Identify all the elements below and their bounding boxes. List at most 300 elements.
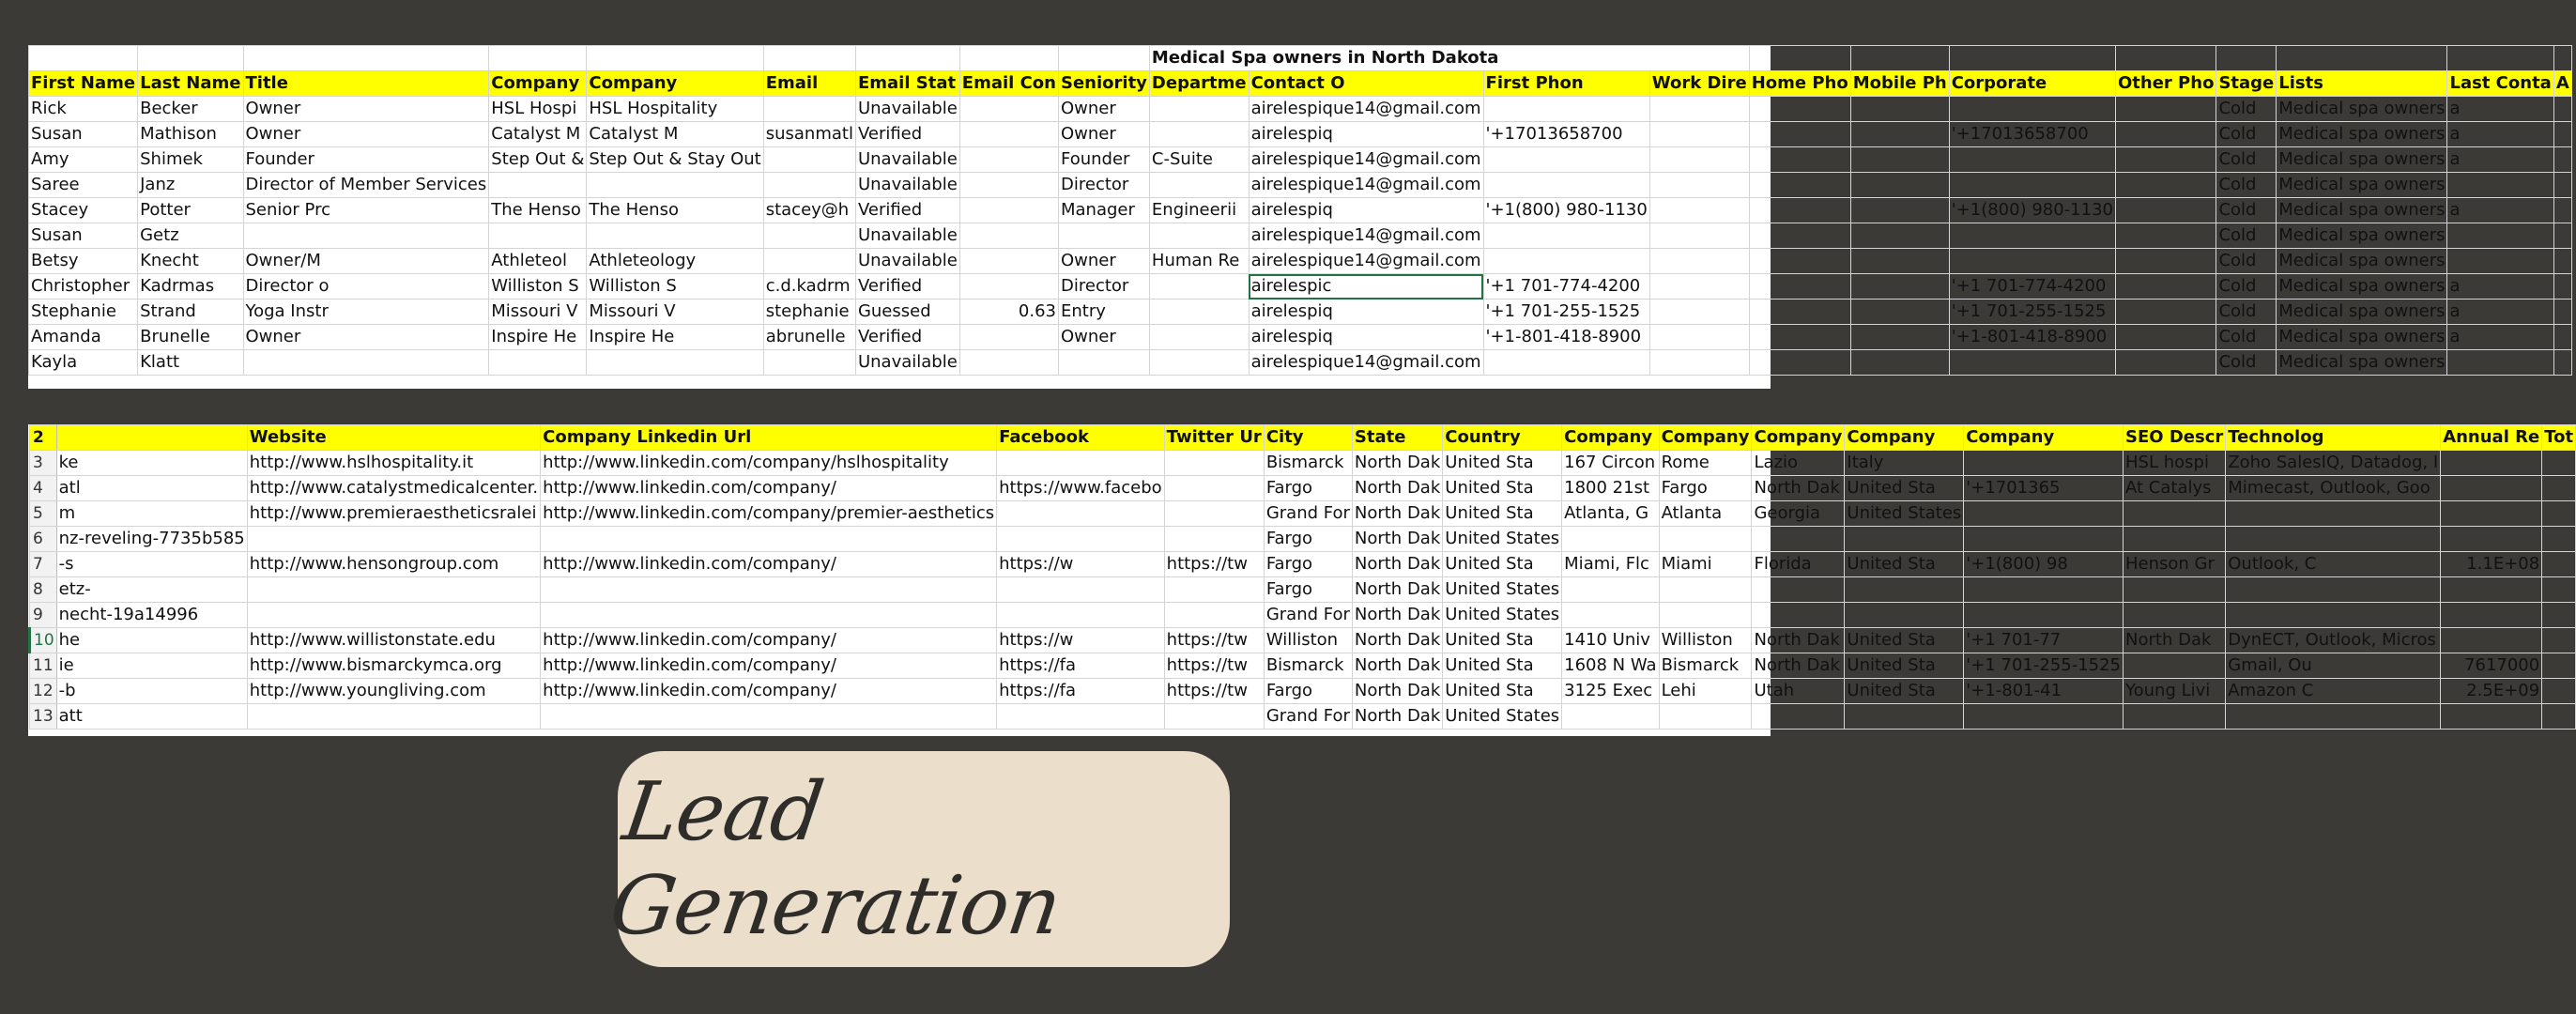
table-cell[interactable]: North Dak bbox=[1752, 476, 1845, 501]
table-cell[interactable] bbox=[1659, 527, 1752, 552]
table-cell[interactable]: Verified bbox=[855, 325, 959, 350]
table-cell[interactable] bbox=[2553, 223, 2571, 249]
table-cell[interactable] bbox=[1483, 97, 1649, 122]
table-cell[interactable]: Utah bbox=[1752, 679, 1845, 704]
table-cell[interactable]: DynECT, Outlook, Micros bbox=[2226, 628, 2441, 653]
table-cell[interactable] bbox=[2441, 704, 2542, 730]
table-cell[interactable]: North Dak bbox=[1352, 552, 1442, 577]
table-cell[interactable] bbox=[959, 249, 1058, 274]
table-cell[interactable] bbox=[1659, 704, 1752, 730]
table-cell[interactable] bbox=[1649, 300, 1749, 325]
table-cell[interactable]: North Dak bbox=[1352, 603, 1442, 628]
table-cell[interactable]: Cold bbox=[2216, 325, 2277, 350]
table-cell[interactable]: United Sta bbox=[1443, 628, 1562, 653]
table-cell[interactable] bbox=[1649, 274, 1749, 300]
table-cell[interactable]: Medical spa owners bbox=[2277, 300, 2447, 325]
table-cell[interactable]: Susan bbox=[29, 122, 138, 147]
table-cell[interactable] bbox=[1164, 704, 1264, 730]
column-header[interactable]: Email Con bbox=[959, 71, 1058, 97]
table-cell[interactable]: Knecht bbox=[138, 249, 243, 274]
table-cell[interactable]: United Sta bbox=[1443, 653, 1562, 679]
table-cell[interactable]: Director o bbox=[243, 274, 489, 300]
table-cell[interactable]: Human Re bbox=[1149, 249, 1249, 274]
table-cell[interactable]: Unavailable bbox=[855, 147, 959, 173]
table-cell[interactable]: United States bbox=[1443, 704, 1562, 730]
table-cell[interactable] bbox=[959, 223, 1058, 249]
sheet-title-cell[interactable]: Medical Spa owners in North Dakota bbox=[1149, 46, 1749, 71]
table-cell[interactable]: Young Livi bbox=[2124, 679, 2226, 704]
table-cell[interactable] bbox=[1850, 97, 1949, 122]
table-cell[interactable] bbox=[1850, 274, 1949, 300]
table-cell[interactable]: Founder bbox=[1059, 147, 1150, 173]
table-cell[interactable] bbox=[247, 527, 540, 552]
table-cell[interactable] bbox=[2542, 476, 2576, 501]
table-cell[interactable]: Medical spa owners bbox=[2277, 147, 2447, 173]
column-header[interactable]: Company bbox=[489, 71, 587, 97]
table-cell[interactable]: a bbox=[2447, 325, 2553, 350]
column-header[interactable]: Tot bbox=[2542, 425, 2576, 451]
table-cell[interactable] bbox=[1964, 704, 2124, 730]
table-cell[interactable]: North Dak bbox=[2124, 628, 2226, 653]
table-cell[interactable]: Unavailable bbox=[855, 223, 959, 249]
column-header[interactable]: Mobile Ph bbox=[1850, 71, 1949, 97]
table-cell[interactable] bbox=[1149, 122, 1249, 147]
table-cell[interactable] bbox=[1649, 325, 1749, 350]
table-cell[interactable]: a bbox=[2447, 300, 2553, 325]
table-cell[interactable] bbox=[1949, 97, 2115, 122]
table-cell[interactable]: '+17013658700 bbox=[1483, 122, 1649, 147]
table-cell[interactable]: North Dak bbox=[1752, 628, 1845, 653]
table-cell[interactable]: nz-reveling-7735b585 bbox=[56, 527, 247, 552]
column-header[interactable]: Company bbox=[1964, 425, 2124, 451]
table-cell[interactable]: North Dak bbox=[1352, 501, 1442, 527]
table-cell[interactable]: United Sta bbox=[1443, 552, 1562, 577]
table-cell[interactable] bbox=[1649, 350, 1749, 376]
empty-cell[interactable] bbox=[2115, 46, 2216, 71]
table-cell[interactable] bbox=[2226, 577, 2441, 603]
table-cell[interactable] bbox=[1164, 451, 1264, 476]
table-cell[interactable] bbox=[1749, 223, 1850, 249]
column-header[interactable]: Company Linkedin Url bbox=[541, 425, 997, 451]
table-cell[interactable] bbox=[1949, 147, 2115, 173]
table-cell[interactable] bbox=[1562, 577, 1659, 603]
table-cell[interactable] bbox=[1850, 147, 1949, 173]
table-cell[interactable] bbox=[2441, 527, 2542, 552]
table-cell[interactable]: United Sta bbox=[1443, 451, 1562, 476]
table-cell[interactable]: http://www.linkedin.com/company/ bbox=[541, 476, 997, 501]
table-cell[interactable]: Rome bbox=[1659, 451, 1752, 476]
table-cell[interactable]: Medical spa owners bbox=[2277, 274, 2447, 300]
row-number[interactable]: 8 bbox=[30, 577, 57, 603]
table-cell[interactable] bbox=[243, 350, 489, 376]
table-cell[interactable]: Unavailable bbox=[855, 350, 959, 376]
table-cell[interactable] bbox=[1850, 325, 1949, 350]
table-cell[interactable]: http://www.premieraestheticsralei bbox=[247, 501, 540, 527]
empty-cell[interactable] bbox=[1850, 46, 1949, 71]
table-cell[interactable] bbox=[541, 527, 997, 552]
table-cell[interactable] bbox=[1649, 198, 1749, 223]
column-header[interactable]: A bbox=[2553, 71, 2571, 97]
row-number[interactable]: 4 bbox=[30, 476, 57, 501]
table-cell[interactable]: United States bbox=[1443, 603, 1562, 628]
empty-cell[interactable] bbox=[855, 46, 959, 71]
table-cell[interactable]: Georgia bbox=[1752, 501, 1845, 527]
table-cell[interactable]: Fargo bbox=[1264, 476, 1352, 501]
table-cell[interactable]: http://www.linkedin.com/company/ bbox=[541, 628, 997, 653]
column-header[interactable]: Annual Re bbox=[2441, 425, 2542, 451]
row-number[interactable]: 3 bbox=[30, 451, 57, 476]
table-cell[interactable] bbox=[959, 325, 1058, 350]
table-cell[interactable] bbox=[1949, 249, 2115, 274]
table-cell[interactable] bbox=[763, 173, 855, 198]
table-cell[interactable]: Klatt bbox=[138, 350, 243, 376]
table-cell[interactable] bbox=[1964, 451, 2124, 476]
empty-cell[interactable] bbox=[2216, 46, 2277, 71]
table-cell[interactable]: United Sta bbox=[1845, 552, 1964, 577]
table-cell[interactable] bbox=[1164, 501, 1264, 527]
column-header[interactable]: Twitter Ur bbox=[1164, 425, 1264, 451]
table-cell[interactable] bbox=[1659, 603, 1752, 628]
table-cell[interactable]: North Dak bbox=[1352, 628, 1442, 653]
table-cell[interactable] bbox=[2226, 603, 2441, 628]
empty-cell[interactable] bbox=[763, 46, 855, 71]
row-number[interactable]: 6 bbox=[30, 527, 57, 552]
column-header[interactable]: Email bbox=[763, 71, 855, 97]
table-cell[interactable] bbox=[2447, 223, 2553, 249]
table-cell[interactable]: Catalyst M bbox=[489, 122, 587, 147]
table-cell[interactable] bbox=[2115, 223, 2216, 249]
column-header[interactable] bbox=[56, 425, 247, 451]
empty-cell[interactable] bbox=[2447, 46, 2553, 71]
table-cell[interactable]: 7617000 bbox=[2441, 653, 2542, 679]
table-cell[interactable]: United Sta bbox=[1845, 628, 1964, 653]
table-cell[interactable]: airelespique14@gmail.com bbox=[1249, 223, 1483, 249]
table-cell[interactable] bbox=[2115, 325, 2216, 350]
table-cell[interactable] bbox=[1164, 603, 1264, 628]
table-cell[interactable]: Unavailable bbox=[855, 97, 959, 122]
table-cell[interactable]: 1800 21st bbox=[1562, 476, 1659, 501]
table-cell[interactable]: Owner bbox=[243, 325, 489, 350]
table-cell[interactable] bbox=[2226, 527, 2441, 552]
table-cell[interactable]: he bbox=[56, 628, 247, 653]
table-cell[interactable] bbox=[2115, 198, 2216, 223]
table-cell[interactable] bbox=[1149, 97, 1249, 122]
table-cell[interactable] bbox=[1059, 223, 1150, 249]
table-cell[interactable]: Fargo bbox=[1264, 527, 1352, 552]
table-cell[interactable]: Atlanta, G bbox=[1562, 501, 1659, 527]
column-header[interactable]: Website bbox=[247, 425, 540, 451]
table-cell[interactable]: Kayla bbox=[29, 350, 138, 376]
table-cell[interactable]: Becker bbox=[138, 97, 243, 122]
table-cell[interactable]: Saree bbox=[29, 173, 138, 198]
table-cell[interactable] bbox=[1749, 249, 1850, 274]
table-cell[interactable] bbox=[1483, 147, 1649, 173]
table-cell[interactable]: Owner bbox=[243, 97, 489, 122]
table-cell[interactable]: abrunelle bbox=[763, 325, 855, 350]
column-header[interactable]: Home Pho bbox=[1749, 71, 1850, 97]
table-cell[interactable] bbox=[997, 501, 1165, 527]
empty-cell[interactable] bbox=[138, 46, 243, 71]
table-cell[interactable]: airelespique14@gmail.com bbox=[1249, 147, 1483, 173]
table-cell[interactable]: http://www.linkedin.com/company/ bbox=[541, 552, 997, 577]
table-cell[interactable]: http://www.catalystmedicalcenter. bbox=[247, 476, 540, 501]
table-cell[interactable]: Florida bbox=[1752, 552, 1845, 577]
table-cell[interactable] bbox=[1850, 122, 1949, 147]
table-cell[interactable] bbox=[1850, 350, 1949, 376]
table-cell[interactable] bbox=[1845, 603, 1964, 628]
table-cell[interactable]: '+1 701-255-1525 bbox=[1949, 300, 2115, 325]
column-header[interactable]: First Name bbox=[29, 71, 138, 97]
table-cell[interactable] bbox=[1845, 527, 1964, 552]
table-cell[interactable]: '+1 701-77 bbox=[1964, 628, 2124, 653]
table-cell[interactable] bbox=[541, 577, 997, 603]
table-cell[interactable]: Brunelle bbox=[138, 325, 243, 350]
table-cell[interactable]: Missouri V bbox=[587, 300, 763, 325]
empty-cell[interactable] bbox=[959, 46, 1058, 71]
table-cell[interactable] bbox=[1059, 350, 1150, 376]
table-cell[interactable]: Director bbox=[1059, 173, 1150, 198]
table-cell[interactable]: airelespiq bbox=[1249, 325, 1483, 350]
table-cell[interactable]: https://tw bbox=[1164, 679, 1264, 704]
table-cell[interactable]: United States bbox=[1443, 577, 1562, 603]
table-cell[interactable]: c.d.kadrm bbox=[763, 274, 855, 300]
table-cell[interactable] bbox=[2542, 679, 2576, 704]
table-cell[interactable] bbox=[541, 704, 997, 730]
table-cell[interactable]: Williston S bbox=[587, 274, 763, 300]
table-cell[interactable]: '+1(800) 98 bbox=[1964, 552, 2124, 577]
table-cell[interactable] bbox=[2441, 501, 2542, 527]
column-header[interactable]: Lists bbox=[2277, 71, 2447, 97]
table-cell[interactable]: Grand For bbox=[1264, 501, 1352, 527]
table-cell[interactable]: Medical spa owners bbox=[2277, 223, 2447, 249]
table-cell[interactable] bbox=[2124, 501, 2226, 527]
table-cell[interactable] bbox=[489, 223, 587, 249]
column-header[interactable]: Technolog bbox=[2226, 425, 2441, 451]
table-cell[interactable]: airelespiq bbox=[1249, 300, 1483, 325]
table-cell[interactable]: ke bbox=[56, 451, 247, 476]
empty-cell[interactable] bbox=[1749, 46, 1850, 71]
column-header[interactable]: State bbox=[1352, 425, 1442, 451]
table-cell[interactable] bbox=[1649, 249, 1749, 274]
table-cell[interactable]: 2.5E+09 bbox=[2441, 679, 2542, 704]
table-cell[interactable]: '+1-801-418-8900 bbox=[1483, 325, 1649, 350]
column-header[interactable]: Company bbox=[1659, 425, 1752, 451]
table-cell[interactable]: North Dak bbox=[1352, 679, 1442, 704]
table-cell[interactable]: Stephanie bbox=[29, 300, 138, 325]
table-cell[interactable]: att bbox=[56, 704, 247, 730]
table-cell[interactable]: Mathison bbox=[138, 122, 243, 147]
column-header[interactable]: First Phon bbox=[1483, 71, 1649, 97]
table-cell[interactable]: Founder bbox=[243, 147, 489, 173]
empty-cell[interactable] bbox=[1949, 46, 2115, 71]
table-cell[interactable]: Amanda bbox=[29, 325, 138, 350]
table-cell[interactable] bbox=[2124, 577, 2226, 603]
table-cell[interactable] bbox=[1749, 198, 1850, 223]
table-cell[interactable]: '+1(800) 980-1130 bbox=[1949, 198, 2115, 223]
table-cell[interactable]: '+1701365 bbox=[1964, 476, 2124, 501]
table-cell[interactable] bbox=[1850, 249, 1949, 274]
table-cell[interactable] bbox=[763, 97, 855, 122]
table-cell[interactable] bbox=[1749, 147, 1850, 173]
column-header[interactable]: Country bbox=[1443, 425, 1562, 451]
table-cell[interactable] bbox=[1164, 476, 1264, 501]
table-cell[interactable]: airelespiq bbox=[1249, 198, 1483, 223]
table-cell[interactable]: Manager bbox=[1059, 198, 1150, 223]
table-cell[interactable]: Cold bbox=[2216, 350, 2277, 376]
table-cell[interactable] bbox=[243, 223, 489, 249]
column-header[interactable]: Last Name bbox=[138, 71, 243, 97]
table-cell[interactable]: Williston S bbox=[489, 274, 587, 300]
row-number[interactable]: 2 bbox=[30, 425, 57, 451]
table-cell[interactable]: 3125 Exec bbox=[1562, 679, 1659, 704]
table-cell[interactable]: Potter bbox=[138, 198, 243, 223]
table-cell[interactable]: http://www.linkedin.com/company/premier-aesthetics bbox=[541, 501, 997, 527]
table-cell[interactable] bbox=[1949, 173, 2115, 198]
column-header[interactable]: Other Pho bbox=[2115, 71, 2216, 97]
table-cell[interactable]: Amazon C bbox=[2226, 679, 2441, 704]
table-cell[interactable]: airelespiq bbox=[1249, 122, 1483, 147]
table-cell[interactable] bbox=[1949, 350, 2115, 376]
table-cell[interactable] bbox=[1562, 603, 1659, 628]
empty-cell[interactable] bbox=[587, 46, 763, 71]
table-cell[interactable]: https://w bbox=[997, 628, 1165, 653]
table-cell[interactable]: '+1 701-255-1525 bbox=[1964, 653, 2124, 679]
table-cell[interactable] bbox=[2115, 97, 2216, 122]
column-header[interactable]: Corporate bbox=[1949, 71, 2115, 97]
table-cell[interactable]: Medical spa owners bbox=[2277, 173, 2447, 198]
table-cell[interactable] bbox=[959, 122, 1058, 147]
table-cell[interactable]: Verified bbox=[855, 274, 959, 300]
table-cell[interactable] bbox=[2441, 603, 2542, 628]
table-cell[interactable]: Strand bbox=[138, 300, 243, 325]
table-cell[interactable]: https://fa bbox=[997, 679, 1165, 704]
column-header[interactable]: SEO Descr bbox=[2124, 425, 2226, 451]
table-cell[interactable] bbox=[1850, 223, 1949, 249]
table-cell[interactable]: Owner bbox=[1059, 122, 1150, 147]
table-cell[interactable]: Susan bbox=[29, 223, 138, 249]
table-cell[interactable]: a bbox=[2447, 97, 2553, 122]
table-cell[interactable] bbox=[2447, 249, 2553, 274]
table-cell[interactable] bbox=[1964, 501, 2124, 527]
table-cell[interactable]: http://www.linkedin.com/company/ bbox=[541, 679, 997, 704]
table-cell[interactable]: Senior Prc bbox=[243, 198, 489, 223]
table-cell[interactable] bbox=[1149, 350, 1249, 376]
table-cell[interactable]: https://w bbox=[997, 552, 1165, 577]
empty-cell[interactable] bbox=[489, 46, 587, 71]
table-cell[interactable]: Henson Gr bbox=[2124, 552, 2226, 577]
table-cell[interactable] bbox=[2441, 476, 2542, 501]
table-cell[interactable]: airelespique14@gmail.com bbox=[1249, 350, 1483, 376]
table-cell[interactable]: 1.1E+08 bbox=[2441, 552, 2542, 577]
table-cell[interactable] bbox=[2542, 603, 2576, 628]
table-cell[interactable] bbox=[959, 198, 1058, 223]
table-cell[interactable]: stephanie bbox=[763, 300, 855, 325]
table-cell[interactable] bbox=[2542, 451, 2576, 476]
table-cell[interactable] bbox=[1649, 147, 1749, 173]
table-cell[interactable] bbox=[1749, 300, 1850, 325]
table-cell[interactable]: Step Out & Stay Out bbox=[587, 147, 763, 173]
table-cell[interactable] bbox=[763, 249, 855, 274]
table-cell[interactable] bbox=[1749, 173, 1850, 198]
column-header[interactable]: Last Conta bbox=[2447, 71, 2553, 97]
table-cell[interactable]: Inspire He bbox=[587, 325, 763, 350]
empty-cell[interactable] bbox=[243, 46, 489, 71]
table-cell[interactable]: 1410 Univ bbox=[1562, 628, 1659, 653]
table-cell[interactable]: Medical spa owners bbox=[2277, 97, 2447, 122]
table-cell[interactable]: Fargo bbox=[1264, 552, 1352, 577]
table-cell[interactable]: Bismarck bbox=[1659, 653, 1752, 679]
table-cell[interactable]: http://www.hensongroup.com bbox=[247, 552, 540, 577]
table-cell[interactable]: a bbox=[2447, 147, 2553, 173]
table-cell[interactable]: '+17013658700 bbox=[1949, 122, 2115, 147]
table-cell[interactable]: a bbox=[2447, 274, 2553, 300]
table-cell[interactable]: Zoho SalesIQ, Datadog, I bbox=[2226, 451, 2441, 476]
column-header[interactable]: Departme bbox=[1149, 71, 1249, 97]
table-cell[interactable]: http://www.willistonstate.edu bbox=[247, 628, 540, 653]
table-cell[interactable] bbox=[2115, 249, 2216, 274]
table-cell[interactable] bbox=[763, 350, 855, 376]
table-cell[interactable] bbox=[2542, 577, 2576, 603]
table-cell[interactable]: HSL hospi bbox=[2124, 451, 2226, 476]
table-cell[interactable] bbox=[2124, 527, 2226, 552]
table-cell[interactable]: Gmail, Ou bbox=[2226, 653, 2441, 679]
table-cell[interactable]: '+1 701-774-4200 bbox=[1949, 274, 2115, 300]
table-cell[interactable]: http://www.linkedin.com/company/ bbox=[541, 653, 997, 679]
table-cell[interactable]: Entry bbox=[1059, 300, 1150, 325]
row-number[interactable]: 11 bbox=[30, 653, 57, 679]
table-cell[interactable] bbox=[959, 274, 1058, 300]
table-cell[interactable]: Verified bbox=[855, 122, 959, 147]
table-cell[interactable] bbox=[489, 173, 587, 198]
table-cell[interactable] bbox=[2553, 300, 2571, 325]
table-cell[interactable]: '+1-801-41 bbox=[1964, 679, 2124, 704]
table-cell[interactable]: ie bbox=[56, 653, 247, 679]
table-cell[interactable] bbox=[1562, 527, 1659, 552]
table-cell[interactable]: Missouri V bbox=[489, 300, 587, 325]
table-cell[interactable] bbox=[1850, 198, 1949, 223]
table-cell[interactable] bbox=[1649, 122, 1749, 147]
table-cell[interactable]: Miami, Flc bbox=[1562, 552, 1659, 577]
table-cell[interactable]: Grand For bbox=[1264, 704, 1352, 730]
column-header[interactable]: Facebook bbox=[997, 425, 1165, 451]
row-number[interactable]: 7 bbox=[30, 552, 57, 577]
table-cell[interactable] bbox=[1752, 603, 1845, 628]
table-cell[interactable]: 0.63 bbox=[959, 300, 1058, 325]
table-cell[interactable]: a bbox=[2447, 198, 2553, 223]
table-cell[interactable]: '+1 701-774-4200 bbox=[1483, 274, 1649, 300]
table-cell[interactable]: Medical spa owners bbox=[2277, 122, 2447, 147]
table-cell[interactable]: Bismarck bbox=[1264, 653, 1352, 679]
table-cell[interactable]: United States bbox=[1443, 527, 1562, 552]
table-cell[interactable]: https://tw bbox=[1164, 653, 1264, 679]
table-cell[interactable]: Athleteology bbox=[587, 249, 763, 274]
table-cell[interactable]: stacey@h bbox=[763, 198, 855, 223]
table-cell[interactable] bbox=[1949, 223, 2115, 249]
column-header[interactable]: Company bbox=[587, 71, 763, 97]
table-cell[interactable]: Lehi bbox=[1659, 679, 1752, 704]
table-cell[interactable]: Miami bbox=[1659, 552, 1752, 577]
table-cell[interactable]: Outlook, C bbox=[2226, 552, 2441, 577]
table-cell[interactable]: Yoga Instr bbox=[243, 300, 489, 325]
table-cell[interactable] bbox=[587, 350, 763, 376]
table-cell[interactable]: Unavailable bbox=[855, 173, 959, 198]
table-cell[interactable]: Director bbox=[1059, 274, 1150, 300]
table-cell[interactable]: Shimek bbox=[138, 147, 243, 173]
table-cell[interactable]: United Sta bbox=[1845, 476, 1964, 501]
table-cell[interactable]: Cold bbox=[2216, 173, 2277, 198]
table-cell[interactable] bbox=[1752, 577, 1845, 603]
table-cell[interactable] bbox=[2115, 350, 2216, 376]
